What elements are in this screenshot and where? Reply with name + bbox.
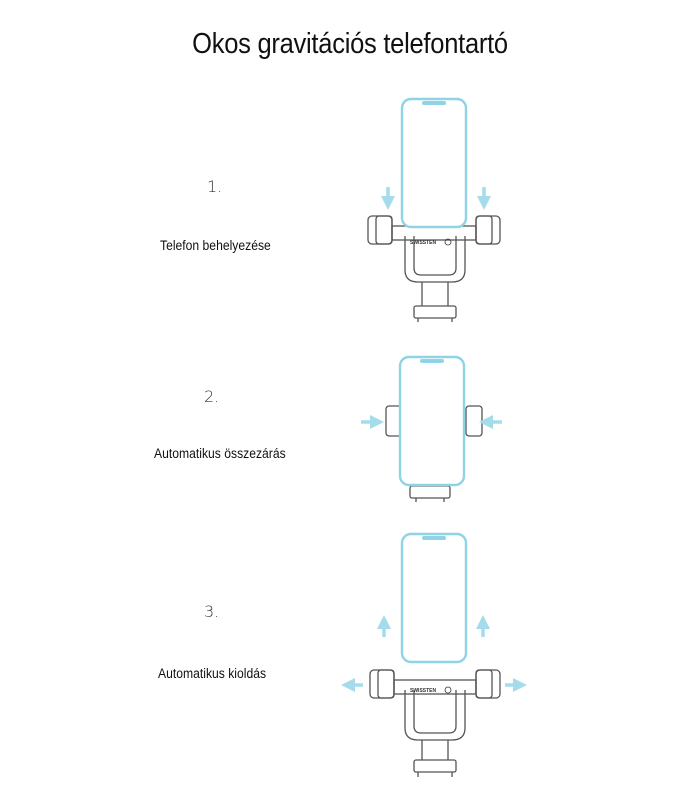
step-2-label: Automatikus összezárás <box>154 446 286 461</box>
step-1-figure <box>368 99 500 322</box>
step-3-number: 3. <box>204 602 220 621</box>
step-1-label: Telefon behelyezése <box>160 238 271 253</box>
step-2-number: 2. <box>204 387 220 406</box>
step-1-number: 1. <box>207 177 223 196</box>
phone-outline <box>402 534 466 662</box>
brand-label: SWISSTEN <box>410 240 437 246</box>
holder-body <box>370 670 500 777</box>
phone-outline <box>402 99 466 227</box>
step-3-figure <box>348 534 520 777</box>
page-title: Okos gravitációs telefontartó <box>192 28 508 60</box>
step-2-figure <box>361 357 502 502</box>
step-3-label: Automatikus kioldás <box>158 666 267 681</box>
brand-label: SWISSTEN <box>410 688 437 694</box>
brand-logo-icon <box>445 687 451 693</box>
phone-notch <box>422 101 446 105</box>
holder-body <box>368 216 500 322</box>
phone-notch <box>422 536 446 540</box>
phone-outline <box>400 357 464 485</box>
phone-notch <box>420 359 444 363</box>
